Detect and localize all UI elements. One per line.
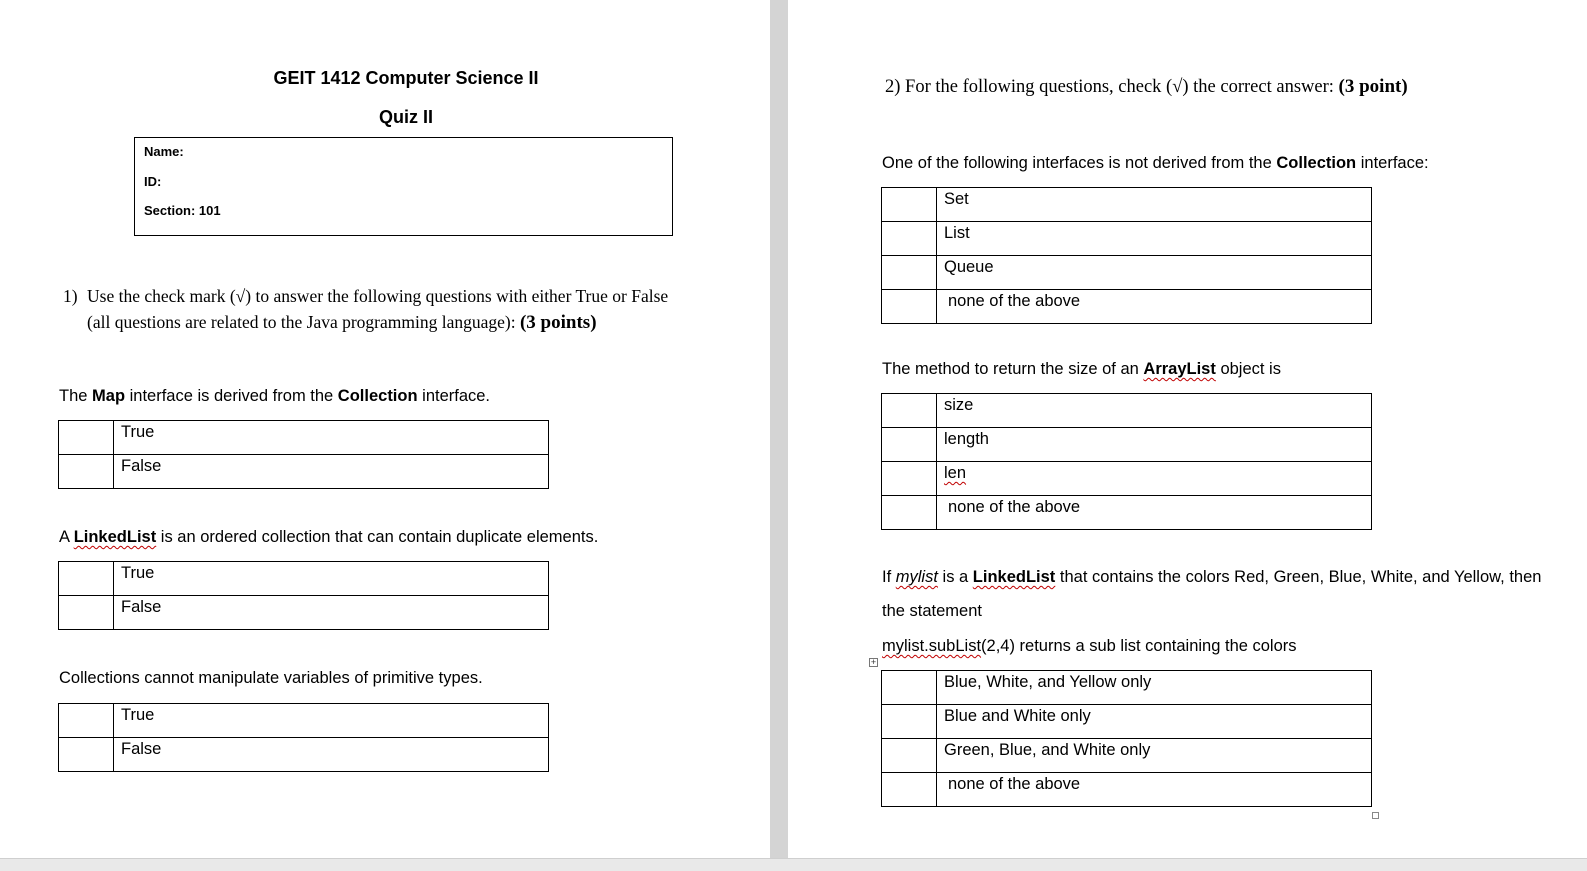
option-row[interactable] [882,739,1372,773]
q2-item3-statement: If mylist is a LinkedList that contains the colors Red, Green, Blue, White, and Yellow, then [882,568,1542,586]
q1-item1-options [58,420,549,489]
q2-item2-statement: The method to return the size of an ArrayList object is [882,360,1281,378]
option-label: False [114,596,549,630]
q2-item3-line3: mylist.subList(2,4) returns a sub list containing the colors [882,637,1297,655]
check-cell[interactable] [882,188,937,222]
check-cell[interactable] [59,421,114,455]
q1-item2-options [58,561,549,630]
q2-item2-options [881,393,1372,530]
option-row[interactable] [882,394,1372,428]
table-resize-handle-icon[interactable] [1372,812,1379,819]
option-row[interactable] [59,421,549,455]
option-label: len [937,462,1372,496]
course-title: GEIT 1412 Computer Science II [273,68,539,88]
q1-number: 1) [63,286,78,306]
window-bottom-edge [0,858,1587,871]
check-cell[interactable] [882,671,937,705]
q2-instruction-text: For the following questions, check (√) the correct answer: [905,77,1334,97]
option-row[interactable] [59,562,549,596]
option-label: none of the above [937,773,1372,807]
option-row[interactable] [882,671,1372,705]
q1-instruction-line1: Use the check mark (√) to answer the following questions with either True or False [87,286,669,306]
q1-line2-text: (all questions are related to the Java programming language): [87,312,516,332]
option-label: True [114,704,549,738]
q2-number: 2) [885,77,901,97]
option-row[interactable] [882,705,1372,739]
check-cell[interactable] [882,290,937,324]
quiz-page-2 [788,0,1587,868]
check-cell[interactable] [882,739,937,773]
section-label: Section: [144,203,196,218]
option-row[interactable] [882,773,1372,807]
option-label: False [114,738,549,772]
option-label: none of the above [937,496,1372,530]
q2-item3-options [881,670,1372,807]
option-label: none of the above [937,290,1372,324]
q2-instruction [885,76,1408,98]
name-field[interactable] [144,144,184,159]
table-move-handle-icon[interactable]: + [870,657,877,667]
check-cell[interactable] [882,705,937,739]
q1-points: (3 points) [519,312,597,333]
option-label: Green, Blue, and White only [937,739,1372,773]
option-label: size [937,394,1372,428]
section-value: 101 [198,203,221,218]
option-label: True [114,421,549,455]
option-label: True [114,562,549,596]
option-row[interactable] [59,455,549,489]
option-row[interactable] [882,428,1372,462]
option-row[interactable] [882,290,1372,324]
check-cell[interactable] [882,496,937,530]
option-label: Blue and White only [937,705,1372,739]
option-label: List [937,222,1372,256]
q1-item3-options [58,703,549,772]
option-row[interactable] [882,256,1372,290]
option-label: Set [937,188,1372,222]
option-row[interactable] [59,704,549,738]
check-cell[interactable] [882,394,937,428]
option-label: False [114,455,549,489]
option-row[interactable] [882,188,1372,222]
q1-instruction-line2 [87,312,597,334]
quiz-title: Quiz II [379,107,433,127]
q2-item1-options [881,187,1372,324]
option-row[interactable] [59,738,549,772]
q1-item3-statement: Collections cannot manipulate variables of primitive types. [59,669,483,687]
option-row[interactable] [882,496,1372,530]
q2-item1-statement: One of the following interfaces is not derived from the Collection interface: [882,154,1429,172]
option-row[interactable] [59,596,549,630]
student-info-box[interactable] [134,137,673,236]
check-cell[interactable] [882,462,937,496]
check-cell[interactable] [59,704,114,738]
check-cell[interactable] [882,222,937,256]
check-cell[interactable] [59,596,114,630]
check-cell[interactable] [59,738,114,772]
quiz-page-1 [0,0,770,868]
check-cell[interactable] [882,428,937,462]
check-cell[interactable] [882,256,937,290]
id-label: ID: [144,174,162,189]
q2-item3-line2: the statement [882,602,982,620]
option-label: Queue [937,256,1372,290]
q1-item2-statement: A LinkedList is an ordered collection that can contain duplicate elements. [59,528,599,546]
check-cell[interactable] [59,562,114,596]
check-cell[interactable] [882,773,937,807]
option-row[interactable] [882,462,1372,496]
option-label: length [937,428,1372,462]
option-row[interactable] [882,222,1372,256]
name-label: Name: [144,144,184,159]
q2-points: (3 point) [1338,76,1408,97]
page-gap [770,0,788,870]
option-label: Blue, White, and Yellow only [937,671,1372,705]
section-field[interactable] [144,203,221,218]
id-field[interactable] [144,174,161,189]
q1-item1-statement: The Map interface is derived from the Collection interface. [59,387,491,405]
check-cell[interactable] [59,455,114,489]
